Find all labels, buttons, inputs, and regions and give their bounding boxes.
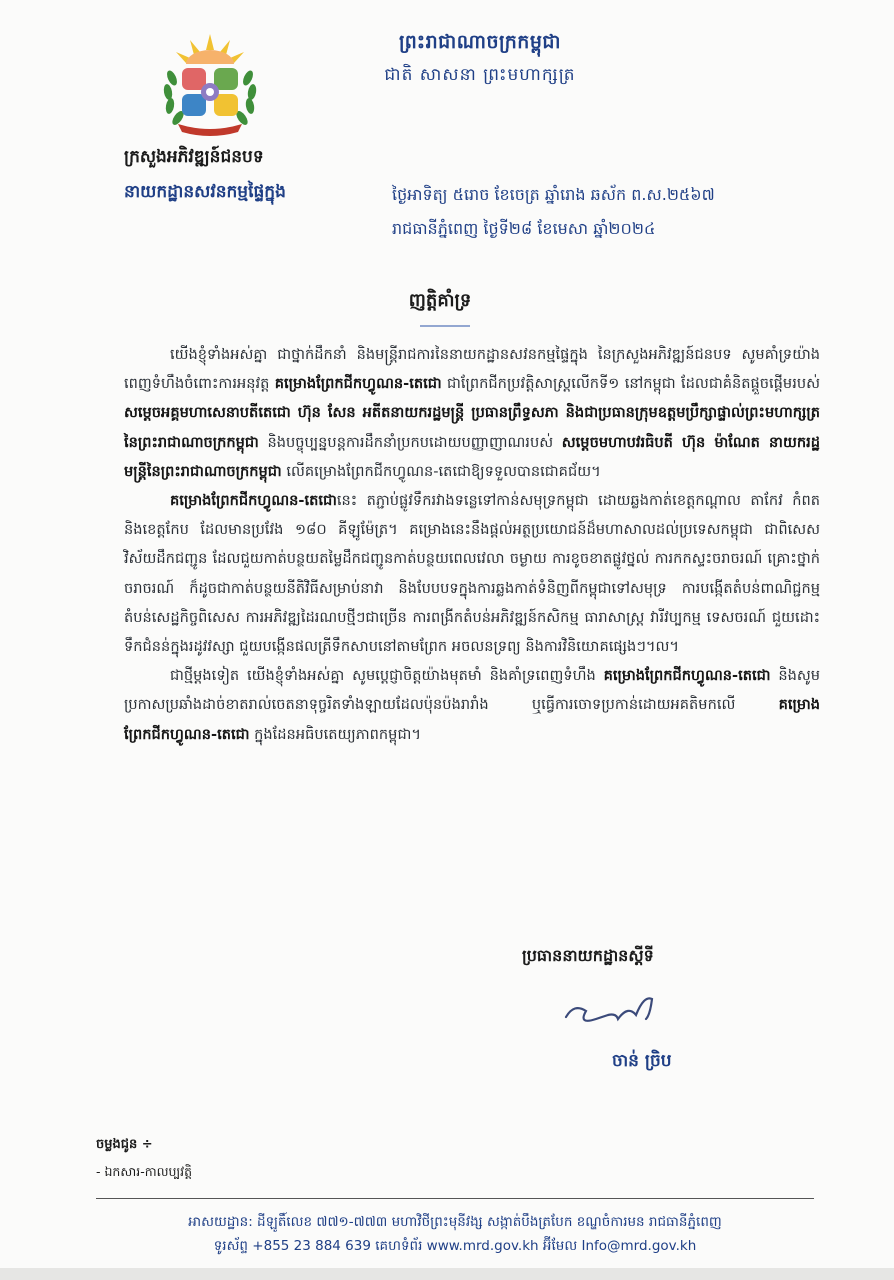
- footer-divider: [96, 1198, 814, 1199]
- sun-rays-icon: [176, 34, 244, 64]
- ministry-logo: [150, 28, 270, 140]
- date-block: [392, 178, 822, 246]
- paragraph-text: និងសូមប្រកាសប្រឆាំងដាច់ខាតរាល់ចេតនាទុច្ចរិតទាំងឡាយដែលប៉ុនប៉ងរារាំង ឬធ្វើការចោទប្រកាន់ដោយអគតិមកលើ: [124, 667, 821, 714]
- paragraph-1: [124, 340, 820, 486]
- paragraph-text: និងបច្ចុប្បន្នបន្តការដឹកនាំប្រកបដោយបញ្ញាញាណរបស់: [258, 433, 562, 451]
- paragraph-text: ជាព្រែកជីកប្រវត្តិសាស្រ្តលើកទី១ នៅកម្ពុជា ដែលជាគំនិតផ្តួចផ្តើមរបស់: [441, 375, 820, 393]
- title-ornament: [420, 325, 470, 327]
- paragraph-text: នេះ តភ្ជាប់ផ្លូវទឹករវាងទន្លេទៅកាន់សមុទ្រកម្ពុជា ដោយឆ្លងកាត់ខេត្តកណ្តាល តាកែវ កំពត និងខេត្តកែប ដែលមានប្រវែង ១៨០ គីឡូម៉ែត្រ។ គម្រោងនេះនឹងផ្តល់អត្ថប្រយោជន៍ដ៏មហាសាលដល់ប្រទេសកម្ពុជា ជាពិសេសវិស័យដឹកជញ្ជូន ដែលជួយកាត់បន្ថយតម្លៃដឹកជញ្ជូនកាត់បន្ថយពេលវេលា ចម្ងាយ ការខូចខាតផ្លូវថ្នល់ ការកកស្ទះចរាចរណ៍ គ្រោះថ្នាក់ចរាចរណ៍ ក៏ដូចជាកាត់បន្ថយនីតិវិធីសម្រាប់នាវា និងបែបបទក្នុងការឆ្លងកាត់ទំនិញពីកម្ពុជាទៅសមុទ្រ ការបង្កើតតំបន់ពាណិជ្ជកម្ម តំបន់សេដ្ឋកិច្ចពិសេស ការអភិវឌ្ឍដៃរណបថ្មីៗជាច្រើន ការពង្រីកតំបន់អភិវឌ្ឍន៍កសិកម្ម ធារាសាស្រ្ត វារីវប្បកម្ម ទេសចរណ៍ ជួយដោះទឹកជំនន់ក្នុងរដូវវស្សា ជួយបង្កើនផលត្រីទឹកសាបនៅតាមព្រែក អចលនទ្រព្យ និងការវិនិយោគផ្សេងៗ។ល។: [124, 492, 820, 656]
- cc-item: - ឯកសារ-កាលប្បវត្តិ: [96, 1164, 193, 1179]
- letter-body: [124, 340, 820, 749]
- ribbon-banner-icon: [178, 124, 242, 136]
- signer-name: ចាន់ ច្រិប: [612, 1051, 672, 1071]
- emblem-petals-icon: [182, 68, 238, 116]
- kingdom-header: [330, 30, 630, 89]
- ministry-name: ក្រសួងអភិវឌ្ឍន៍ជនបទ: [124, 147, 264, 167]
- footer-address: អាសយដ្ឋាន: ដីឡូតិ៍លេខ ៧៧១-៧៧៣ មហាវិថីព្រះមុនីវង្ស សង្កាត់បឹងត្របែក ខណ្ឌចំការមន រាជធានីភ្នំពេញ: [188, 1214, 722, 1230]
- document-title: ញត្តិគាំទ្រ: [408, 290, 472, 311]
- paragraph-text: លើគម្រោងព្រែកជីកហ្វូណន-តេជោឱ្យទទួលបានជោគជ័យ។: [281, 462, 601, 480]
- emphasized-text: គម្រោងព្រែកជីកហ្វូណន-តេជោ: [274, 375, 442, 393]
- kingdom-name: ព្រះរាជាណាចក្រកម្ពុជា: [399, 31, 561, 53]
- emphasized-text: គម្រោងព្រែកជីកហ្វូណន-តេជោ: [170, 492, 337, 510]
- signer-position: ប្រធាននាយកដ្ឋានស្តីទី: [522, 946, 654, 965]
- page-bottom-edge: [0, 1268, 894, 1280]
- paragraph-text: យើងខ្ញុំទាំងអស់គ្នា ជាថ្នាក់ដឹកនាំ និងមន្ត្រីរាជការនៃនាយកដ្ឋានសវនកម្មផ្ទៃក្នុង នៃក្រសួងអភិវឌ្ឍន៍ជនបទ សូមគាំទ្រយ៉ាងពេញទំហឹងចំពោះការអនុវត្ត: [124, 346, 820, 393]
- paragraph-text: ជាថ្មីម្តងទៀត យើងខ្ញុំទាំងអស់គ្នា សូមប្តេជ្ញាចិត្តយ៉ាងមុតមាំ និងគាំទ្រពេញទំហឹង: [170, 667, 604, 685]
- cc-label: ចម្លងជូន ÷: [96, 1137, 153, 1152]
- department-name: នាយកដ្ឋានសវនកម្មផ្ទៃក្នុង: [124, 182, 286, 202]
- solar-date: រាជធានីភ្នំពេញ ថ្ងៃទី២៨ ខែមេសា ឆ្នាំ២០២៤: [392, 219, 656, 238]
- ministry-header: [124, 146, 364, 206]
- footer-contact: ទូរស័ព្ទ +855 23 884 639 គេហទំព័រ www.mrd.gov.kh អ៊ីមែល Info@mrd.gov.kh: [213, 1238, 697, 1254]
- emphasized-text: គម្រោងព្រែកជីកហ្វូណន-តេជោ: [124, 696, 820, 743]
- emphasized-text: គម្រោងព្រែកជីកហ្វូណន-តេជោ: [603, 667, 771, 685]
- national-motto: ជាតិ សាសនា ព្រះមហាក្សត្រ: [384, 65, 576, 85]
- lunar-date: ថ្ងៃអាទិត្យ ៥រោច ខែចេត្រ ឆ្នាំរោង ឆស័ក ព.ស.២៥៦៧: [392, 185, 715, 204]
- emphasized-text: សម្តេចអគ្គមហាសេនាបតីតេជោ ហ៊ុន សែន អតីតនាយករដ្ឋមន្ត្រី ប្រធានព្រឹទ្ធសភា និងជាប្រធានក្រុមឧត្តមប្រឹក្សាផ្ទាល់ព្រះមហាក្សត្រ នៃព្រះរាជាណាចក្រកម្ពុជា: [124, 404, 820, 451]
- handwritten-signature: [556, 985, 666, 1035]
- emphasized-text: សម្តេចមហាបវរធិបតី ហ៊ុន ម៉ាណែត នាយករដ្ឋមន្ត្រីនៃព្រះរាជាណាចក្រកម្ពុជា: [124, 433, 820, 480]
- footer: [96, 1210, 814, 1258]
- paragraph-3: [124, 661, 820, 749]
- paragraph-text: ក្នុងដែនអធិបតេយ្យភាពកម្ពុជា។: [249, 725, 421, 743]
- paragraph-2: [124, 486, 820, 661]
